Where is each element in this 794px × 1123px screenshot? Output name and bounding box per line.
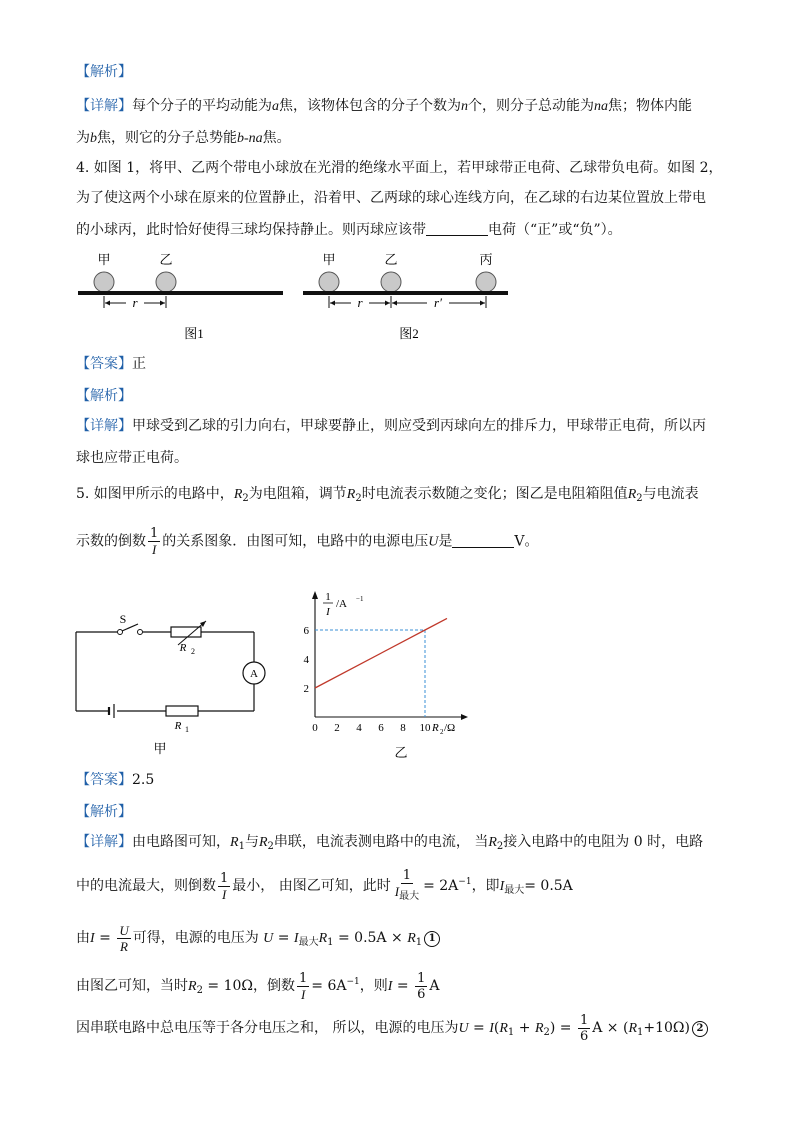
svg-text:甲: 甲: [322, 252, 336, 267]
circuit-caption: 甲: [153, 741, 167, 756]
svg-text:2: 2: [191, 647, 195, 656]
q5-answer: 【答案】2.5: [76, 772, 155, 788]
svg-text:1: 1: [325, 591, 331, 603]
q5-reciprocal-fraction: $\frac{1}{I}$: [150, 526, 159, 557]
fig2-ball-bing: [476, 272, 496, 292]
circuit-diagram: [70, 605, 270, 760]
q4-detail-line2: 球也应带正电荷。: [76, 450, 188, 466]
svg-text:−1: −1: [356, 595, 364, 603]
fig1-ball-jia: [94, 272, 114, 292]
y-tick-label: 2: [303, 683, 309, 695]
y-tick-label: 4: [303, 654, 309, 666]
x-tick-label: 4: [356, 722, 362, 734]
fig2-ball-yi: [381, 272, 401, 292]
q4-analysis-tag: 【解析】: [76, 388, 132, 404]
x-tick-label: 10: [419, 722, 431, 734]
q3-detail-tag: 【详解】: [76, 98, 132, 114]
fig2-ball-jia: [319, 272, 339, 292]
x-tick-label: 0: [312, 722, 318, 734]
fig1-caption: 图1: [184, 326, 204, 341]
q4-answer-blank: [426, 221, 488, 236]
fig1-ball2-label: 乙: [159, 252, 173, 267]
q3-detail-line1: 【详解】每个分子的平均动能为a焦，该物体包含的分子个数为n个，则分子总动能为na焦；物体内能: [76, 98, 692, 114]
equation-marker-1: 1: [424, 931, 440, 947]
svg-text:R: R: [432, 722, 439, 734]
svg-text:丙: 丙: [479, 252, 493, 267]
graph-caption: 乙: [394, 745, 408, 760]
svg-text:/A: /A: [336, 598, 347, 610]
figure-2: [299, 248, 514, 348]
q5-detail-line3: 由I = $\frac{U}{R}$ 可得，电源的电压为 $U = I_{最大}R_1 = 0.5A \times R_1$ 1: [76, 922, 440, 959]
figure-1: [74, 248, 289, 348]
q5-line2: 示数的倒数 $\frac{1}{I}$ 的关系图象．由图可知，电路中的电源电压U是 V。: [76, 526, 539, 557]
q5-analysis-tag: 【解析】: [76, 804, 132, 820]
q5-detail-line1: 【详解】由电路图可知，$R_1$与$R_2$串联，电流表测电路中的电流， 当$R_2$接入电路中的电阻为 0 时，电路: [76, 834, 704, 852]
svg-text:1: 1: [185, 725, 189, 734]
fig1-surface: [78, 291, 283, 295]
q4-line2: 为了使这两个小球在原来的位置静止，沿着甲、乙两球的球心连线方向，在乙球的右边某位置放上带电: [76, 190, 706, 206]
q5-answer-blank: [452, 533, 514, 548]
y-tick-label: 6: [303, 625, 309, 637]
x-tick-label: 6: [378, 722, 384, 734]
q4-line1: 4. 如图 1，将甲、乙两个带电小球放在光滑的绝缘水平面上，若甲球带正电荷、乙球带负电荷。如图 2，: [76, 160, 723, 176]
q4-line3: 的小球丙，此时恰好使得三球均保持静止。则丙球应该带 电荷（“正”或“负”）。: [76, 222, 622, 238]
svg-text:r′: r′: [434, 295, 442, 310]
svg-text:/Ω: /Ω: [444, 722, 456, 734]
q3-detail-line2: 为b焦，则它的分子总势能b-na焦。: [76, 130, 291, 146]
q5-detail-line2: 中的电流最大，则倒数 $\frac{1}{I}$ 最小， 由图乙可知，此时 $\frac{1}{I_{最大}}$ = $2A^{-1}$，即$I_{最大}= 0.5A$: [76, 868, 573, 902]
svg-text:2: 2: [440, 728, 444, 736]
ammeter-label: A: [250, 668, 258, 680]
switch-label: S: [119, 612, 127, 626]
svg-text:R: R: [179, 642, 187, 654]
fig2-surface: [303, 291, 508, 295]
resistor-r1: [166, 706, 198, 716]
svg-text:r: r: [357, 295, 363, 310]
fig1-ball-yi: [156, 272, 176, 292]
q5-detail-line4: 由图乙可知，当时$R_2 = 10\Omega$，倒数 $\frac{1}{I}$ = $6A^{-1}$，则I = $\frac{1}{6}$ A: [76, 970, 440, 1002]
fig1-ball1-label: 甲: [97, 252, 111, 267]
q5-line1: 5. 如图甲所示的电路中，$R_2$为电阻箱，调节$R_2$时电流表示数随之变化；图乙是电阻箱阻值$R_2$与电流表: [76, 486, 699, 504]
svg-text:R: R: [174, 720, 182, 732]
q4-detail-line1: 【详解】甲球受到乙球的引力向右，甲球要静止，则应受到丙球向左的排斥力，甲球带正电荷，所以丙: [76, 418, 706, 434]
q3-analysis-tag: 【解析】: [76, 64, 132, 80]
reciprocal-current-graph: [296, 585, 476, 765]
fig1-dist-label: r: [132, 295, 138, 310]
switch-pivot: [118, 630, 123, 635]
x-tick-label: 2: [334, 722, 340, 734]
fig2-caption: 图2: [399, 326, 419, 341]
svg-text:I: I: [326, 606, 330, 618]
svg-text:乙: 乙: [384, 252, 398, 267]
equation-marker-2: 2: [692, 1021, 708, 1037]
x-tick-label: 8: [400, 722, 406, 734]
q4-answer: 【答案】正: [76, 356, 146, 372]
series-line: [315, 618, 447, 688]
q5-detail-line5: 因串联电路中总电压等于各分电压之和， 所以，电源的电压为$U = I(R_1 + R_2)$ = $\frac{1}{6}$ $A \times (R_1+10\Omega)$ 2: [76, 1012, 708, 1049]
